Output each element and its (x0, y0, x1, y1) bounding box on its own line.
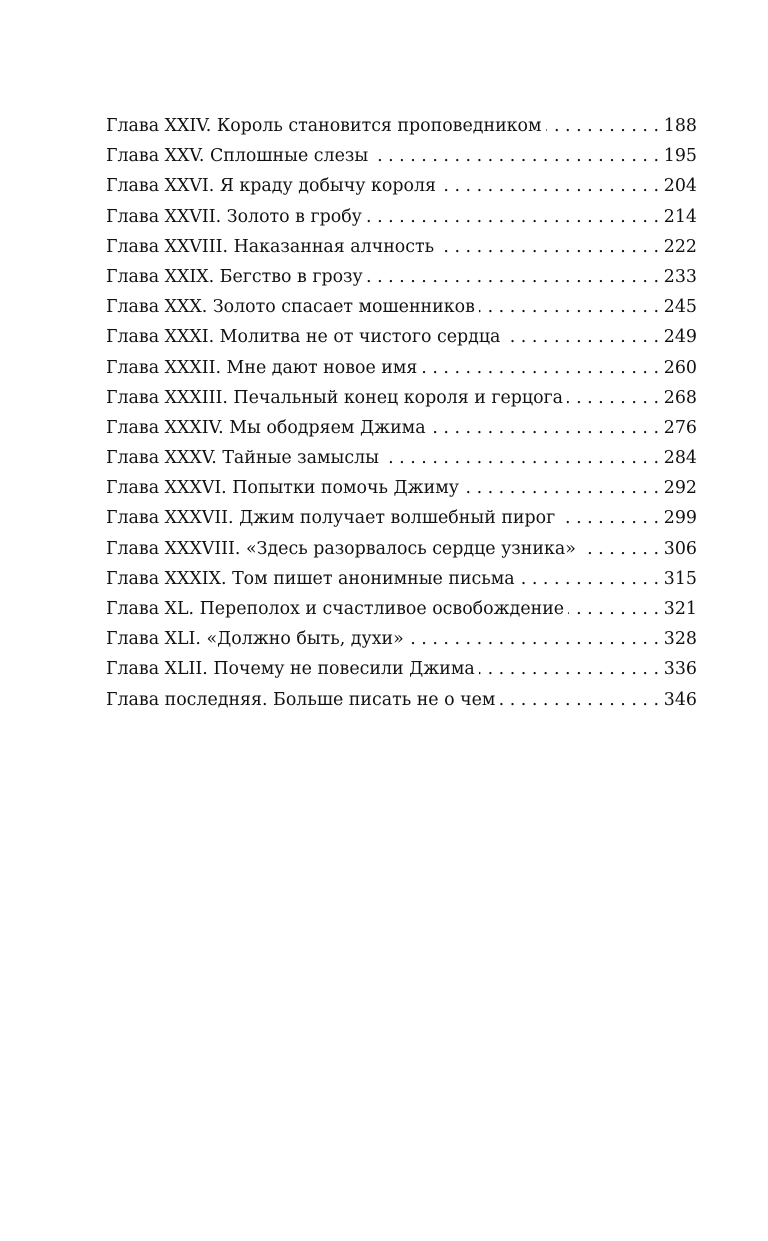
toc-entry-xxvi (106, 171, 697, 201)
page-number: 346 (663, 689, 697, 710)
chapter-title: Глава XXXV. Тайные замыслы (106, 448, 379, 469)
page-number: 292 (663, 478, 697, 499)
dot-leader (504, 322, 659, 352)
toc-entry-xxviii (106, 232, 697, 262)
chapter-title: Глава XXXIV. Мы ободряем Джима (106, 417, 426, 438)
page-number: 188 (663, 116, 697, 136)
chapter-title: Глава XXVI. Я краду добычу короля (106, 176, 436, 197)
dot-leader (568, 594, 659, 624)
dot-leader (479, 654, 659, 684)
chapter-title: Глава XLII. Почему не повесили Джима (106, 659, 475, 680)
dot-leader (421, 353, 659, 383)
dot-leader (383, 443, 659, 473)
chapter-title: Глава XXV. Сплошные слезы (106, 146, 369, 167)
page-number: 268 (663, 387, 697, 408)
toc-entry-xxxiii (106, 383, 697, 413)
dot-leader (580, 534, 659, 564)
page-number: 204 (663, 176, 697, 197)
chapter-title: Глава XXXIII. Печальный конец короля и герцога (106, 387, 564, 408)
chapter-title: Глава XXX. Золото спасает мошенников (106, 297, 475, 318)
page-number: 214 (663, 206, 697, 227)
page-number: 299 (663, 508, 697, 529)
page-number: 195 (663, 146, 697, 167)
dot-leader (408, 624, 659, 654)
chapter-title: Глава XXIV. Король становится проповедником (106, 116, 542, 136)
dot-leader (567, 383, 659, 413)
dot-leader (463, 473, 659, 503)
page-number: 336 (663, 659, 697, 680)
toc-entry-xli (106, 624, 697, 654)
toc-entry-xxv (106, 141, 697, 171)
page-number: 233 (663, 266, 697, 287)
dot-leader (559, 503, 659, 533)
page-number: 276 (663, 417, 697, 438)
chapter-title: Глава XXXVIII. «Здесь разорвалось сердце узника» (106, 538, 576, 559)
chapter-title: Глава XLI. «Должно быть, духи» (106, 629, 404, 650)
toc-entry-xxix (106, 262, 697, 292)
chapter-title: Глава XL. Переполох и счастливое освобождение (106, 599, 565, 619)
chapter-title: Глава XXVII. Золото в гробу (106, 206, 362, 227)
page-number: 328 (663, 629, 697, 650)
toc-entry-xxxi (106, 322, 697, 352)
toc-entry-xxxvii (106, 503, 697, 533)
dot-leader (440, 171, 659, 201)
page-number: 222 (663, 236, 697, 257)
dot-leader (430, 413, 659, 443)
page-number: 284 (663, 448, 697, 469)
toc-entry-xxvii (106, 202, 697, 232)
dot-leader (438, 232, 659, 262)
toc-entry-xxiv (106, 111, 697, 141)
toc-entry-xxxii (106, 353, 697, 383)
toc-entry-xxxiv (106, 413, 697, 443)
chapter-title: Глава XXVIII. Наказанная алчность (106, 236, 435, 257)
dot-leader (519, 564, 659, 594)
toc-entry-xxx (106, 292, 697, 322)
dot-leader (372, 141, 659, 171)
chapter-title: Глава XXXVI. Попытки помочь Джиму (106, 478, 459, 499)
table-of-contents (106, 111, 697, 715)
dot-leader (499, 685, 659, 715)
dot-leader (366, 202, 659, 232)
chapter-title: Глава последняя. Больше писать не о чем (106, 689, 496, 710)
dot-leader (367, 262, 659, 292)
dot-leader (546, 111, 659, 141)
toc-entry-xxxviii (106, 534, 697, 564)
page-number: 260 (663, 357, 697, 378)
toc-entry-xl (106, 594, 697, 624)
toc-entry-xxxvi (106, 473, 697, 503)
page-number: 249 (663, 327, 697, 348)
chapter-title: Глава XXIX. Бегство в грозу (106, 266, 363, 287)
toc-entry-last (106, 685, 697, 715)
page-number: 306 (663, 538, 697, 559)
chapter-title: Глава XXXVII. Джим получает волшебный пирог (106, 508, 556, 529)
page-number: 245 (663, 297, 697, 318)
toc-entry-xxxix (106, 564, 697, 594)
chapter-title: Глава XXXIX. Том пишет анонимные письма (106, 568, 515, 589)
toc-entry-xlii (106, 654, 697, 684)
chapter-title: Глава XXXII. Мне дают новое имя (106, 357, 418, 378)
page-number: 321 (663, 599, 697, 619)
dot-leader (479, 292, 659, 322)
toc-entry-xxxv (106, 443, 697, 473)
page-number: 315 (663, 568, 697, 589)
chapter-title: Глава XXXI. Молитва не от чистого сердца (106, 327, 501, 348)
